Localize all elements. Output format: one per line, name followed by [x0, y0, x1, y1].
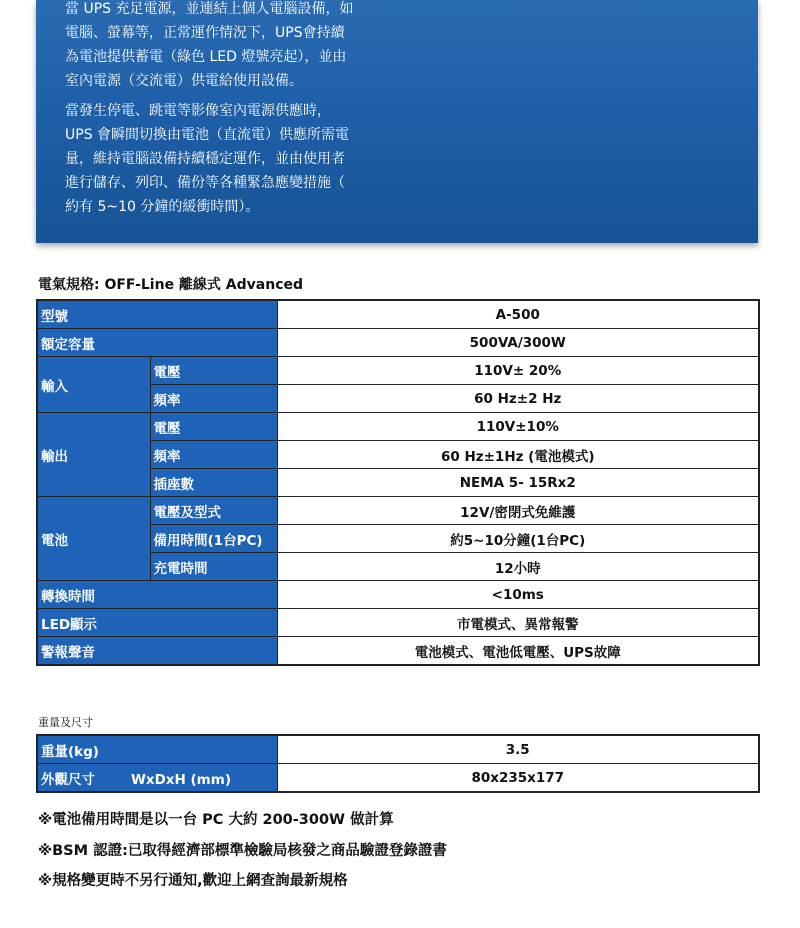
- input-voltage-label: 電壓: [150, 357, 277, 385]
- table-row: [37, 637, 759, 666]
- table-row: [37, 609, 759, 637]
- output-voltage-label: 電壓: [150, 413, 277, 441]
- battery-charge-label: 充電時間: [150, 553, 277, 581]
- table-row: [37, 329, 759, 357]
- battery-backup-value: 約5~10分鐘(1台PC): [277, 525, 759, 553]
- table-row: [37, 581, 759, 609]
- model-value: A-500: [277, 300, 759, 329]
- size-label: 外觀尺寸: [41, 771, 95, 788]
- capacity-label: 額定容量: [37, 329, 277, 357]
- weight-label: 重量(kg): [37, 735, 277, 764]
- battery-label: 電池: [37, 497, 150, 581]
- table-row: [37, 764, 759, 793]
- led-value: 市電模式、異常報警: [277, 609, 759, 637]
- table-row: [37, 735, 759, 764]
- intro-paragraph-2: 當發生停電、跳電等影像室內電源供應時， UPS 會瞬間切換由電池（直流電）供應所需電 量，維持電腦設備持續穩定運作，並由使用者 進行儲存、列印、備份等各種緊急應變措施（ 約有 5~10 分鐘的緩衝時間）。: [65, 103, 350, 215]
- output-label: 輸出: [37, 413, 150, 497]
- input-label: 輸入: [37, 357, 150, 413]
- model-label: 型號: [37, 300, 277, 329]
- battery-type-label: 電壓及型式: [150, 497, 277, 525]
- size-label-cell: [37, 764, 277, 793]
- led-label: LED顯示: [37, 609, 277, 637]
- output-socket-label: 插座數: [150, 469, 277, 497]
- input-voltage-value: 110V± 20%: [277, 357, 759, 385]
- weight-value: 3.5: [277, 735, 759, 764]
- note-spec-change: ※規格變更時不另行通知,歡迎上網查詢最新規格: [38, 873, 348, 889]
- intro-banner: [36, 0, 758, 243]
- transfer-label: 轉換時間: [37, 581, 277, 609]
- output-freq-value: 60 Hz±1Hz (電池模式): [277, 441, 759, 469]
- dimensions-table: [36, 734, 760, 793]
- note-bsm-cert: ※BSM 認證:已取得經濟部標準檢驗局核發之商品驗證登錄證書: [38, 843, 447, 859]
- output-socket-value: NEMA 5- 15Rx2: [277, 469, 759, 497]
- table-row: [37, 497, 759, 525]
- capacity-value: 500VA/300W: [277, 329, 759, 357]
- size-sub-label: WxDxH (mm): [131, 771, 231, 788]
- table-row: [37, 413, 759, 441]
- battery-charge-value: 12小時: [277, 553, 759, 581]
- spec-table: [36, 299, 760, 666]
- alarm-value: 電池模式、電池低電壓、UPS故障: [277, 637, 759, 666]
- transfer-value: <10ms: [277, 581, 759, 609]
- battery-backup-label: 備用時間(1台PC): [150, 525, 277, 553]
- input-freq-label: 頻率: [150, 385, 277, 413]
- alarm-label: 警報聲音: [37, 637, 277, 666]
- battery-type-value: 12V/密閉式免維護: [277, 497, 759, 525]
- input-freq-value: 60 Hz±2 Hz: [277, 385, 759, 413]
- note-backup-time: ※電池備用時間是以一台 PC 大約 200-300W 做計算: [38, 812, 394, 828]
- intro-paragraph-1: 當 UPS 充足電源，並連結上個人電腦設備，如 電腦、螢幕等，正常運作情況下，UPS會持續 為電池提供蓄電（綠色 LED 燈號亮起），並由 室內電源（交流電）供電給使用設備。: [65, 1, 354, 89]
- size-value: 80x235x177: [277, 764, 759, 793]
- dimensions-title: 重量及尺寸: [38, 716, 93, 729]
- table-row: [37, 357, 759, 385]
- output-freq-label: 頻率: [150, 441, 277, 469]
- output-voltage-value: 110V±10%: [277, 413, 759, 441]
- table-row: [37, 300, 759, 329]
- spec-title: 電氣規格: OFF-Line 離線式 Advanced: [38, 277, 304, 293]
